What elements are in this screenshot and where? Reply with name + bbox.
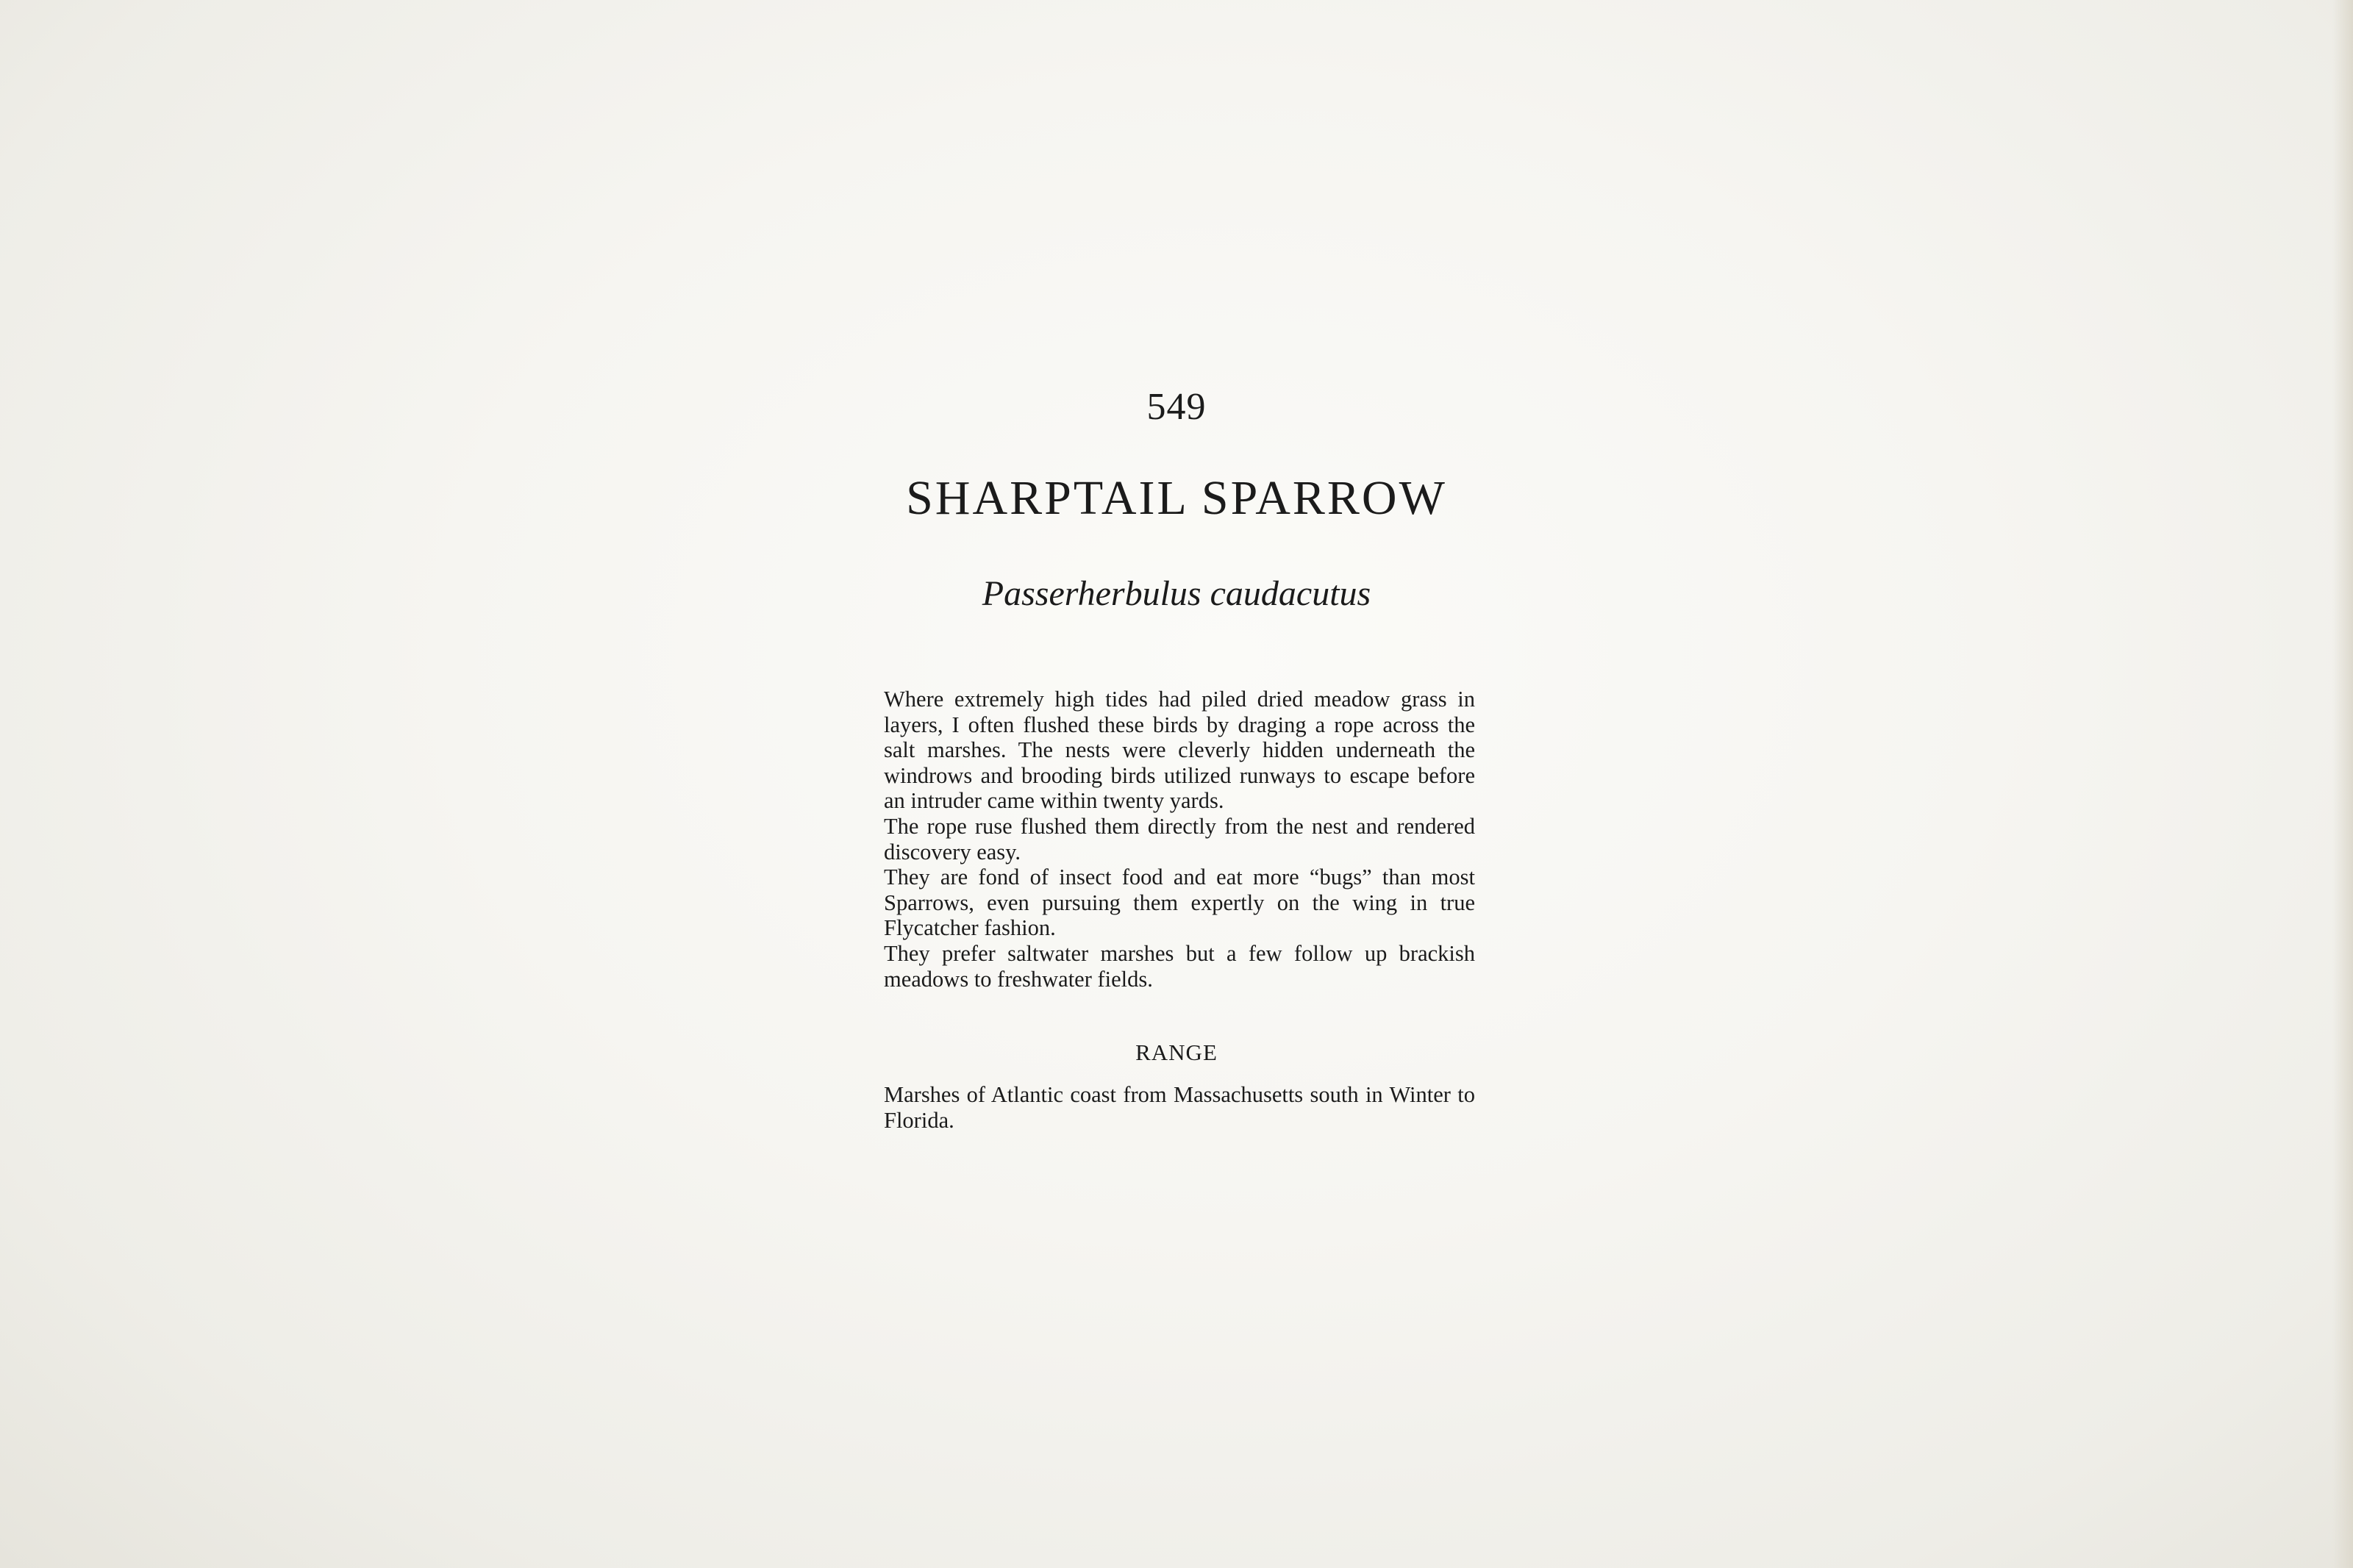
description-text: [884, 687, 1475, 992]
scientific-name: Passerherbulus caudacutus: [982, 574, 1371, 613]
paragraph-4: They prefer saltwater marshes but a few follow up brackish meadows to freshwater fields.: [884, 940, 1475, 992]
page-number: 549: [1146, 386, 1207, 428]
paragraph-1: Where extremely high tides had piled dried meadow grass in layers, I often flushed these birds by draging a rope across the salt marshes. The nests were cleverly hidden underneath the windrows and brooding birds utilized runways to escape before an intruder came within twenty yards.: [884, 687, 1475, 814]
species-title: SHARPTAIL SPARROW: [906, 471, 1447, 525]
paragraph-2: The rope ruse flushed them directly from the nest and rendered discovery easy.: [884, 813, 1475, 864]
range-text: [884, 1082, 1475, 1133]
paragraph-3: They are fond of insect food and eat more “bugs” than most Sparrows, even pursuing them expertly on the wing in true Flycatcher fashion.: [884, 864, 1475, 941]
range-paragraph: Marshes of Atlantic coast from Massachusetts south in Winter to Florida.: [884, 1082, 1475, 1133]
range-heading: RANGE: [1135, 1039, 1218, 1065]
page-edge-shadow: [2332, 0, 2353, 1568]
